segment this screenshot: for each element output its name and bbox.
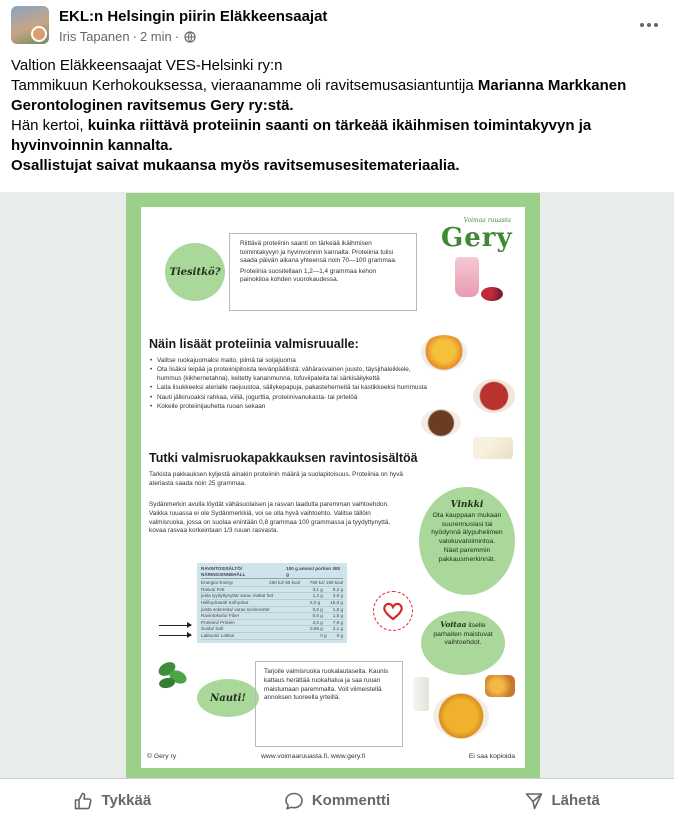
vinkki-bubble: Vinkki Ota kauppaan mukaan suurennuslasi tai hyödynnä älypuhelimen valokuvatoimintoa. Näet paremmin pakkausmerkinnät. (419, 487, 515, 595)
nutrition-table: RAVINTOSISÄLTÖ/ NÄRINGSINNEHÅLL 100 g annos/ portion 300 g Energia/ Energi 260 kJ/ 60 kcal 780 kJ/ 180 kcal Rasva/ Fett 3,1 g 9,2 g josta tyydyttynyttä/ varav mättat fett 1,3 g 3,9 g Hiilihydraatit/ Kolhydrat 5,0 g 15,0 g joista sokereita/ varav sockerarter 0,6 g 1,8 g Ravintokuitu/ Fiber 0,5 g 1,5 g Proteiini/ Protein 2,6 g 7,8 g Suola/ Salt 0,69 g 2,1 g Laktoosi/ Laktos 0 g 0 g (197, 563, 347, 643)
table-row: joista sokereita/ varav sockerarter 0,6 g 1,8 g (201, 606, 343, 612)
post-text-line: Valtion Eläkkeensaajat VES-Helsinki ry:n (11, 57, 283, 74)
post-text-line: Hän kertoi, kuinka riittävä proteiinin saanti on tärkeää ikäihmisen toimintakyvyn ja hyvinvoinnin kannalta. (11, 117, 592, 154)
meta-separator: · (174, 29, 180, 44)
list-item: • Laita lisukkeeksi aterialle raejuustoa, säilykepapuja, pakasteherneitä tai kastikkeeksi hummusta (149, 384, 429, 393)
logo-tagline: Voimaa ruuasta (463, 217, 511, 224)
table-row: Ravintokuitu/ Fiber 0,5 g 1,5 g (201, 613, 343, 619)
table-row: Proteiini/ Protein 2,6 g 7,8 g (201, 619, 343, 625)
post-image[interactable] (0, 192, 674, 778)
send-icon (524, 791, 544, 811)
section-title-nutrition: Tutki valmisruokapakkauksen ravintosisältöä (149, 451, 418, 465)
post-text-line: Gerontologinen ravitsemus Gery ry:stä. (11, 97, 294, 114)
post-header (0, 0, 674, 50)
post-text-line: Tammikuun Kerhokouksessa, vieraanamme oli ravitsemusasiantuntija Marianna Markkanen (11, 77, 627, 94)
milk-glass-image (413, 677, 429, 711)
arrow-icon (159, 635, 191, 636)
sandwich-image (485, 675, 515, 697)
table-row: Suola/ Salt 0,69 g 2,1 g (201, 626, 343, 632)
group-avatar[interactable] (11, 6, 49, 44)
section-title-add-protein: Näin lisäät proteiinia valmisruualle: (149, 337, 359, 351)
post-action-bar (0, 778, 674, 822)
porridge-image (421, 335, 467, 371)
leaflet-copyright: © Gery ry (147, 753, 177, 760)
comment-label: Kommentti (311, 792, 391, 809)
meta-separator: · (132, 29, 137, 44)
tofu-image (473, 437, 513, 459)
thumbs-up-icon (73, 791, 93, 811)
like-button[interactable] (0, 779, 225, 822)
arrow-icon (159, 625, 191, 626)
nauti-bubble: Nauti! (197, 679, 259, 717)
serving-tip-box: Tarjoile valmisruoka ruokalautaselta. Kaunis kattaus herättää ruokahalua ja saa ruuan maistumaan paremmalta. Voit viimeistellä annoksen tuoreella yrteillä. (255, 661, 403, 747)
more-options-button[interactable] (634, 10, 664, 40)
list-item: • Ota lisäksi leipää ja proteiinipitoista leivänpäällistä: vähärasvainen juusto, täysjihaleikkele, hummus (kikhernetahna), keitetty kananmunna, tofuviipaleita tai särkisäilykettä (149, 366, 429, 384)
comment-bubble-icon (284, 791, 304, 811)
voita-bubble: Voitaa itselle parhaiten maistuvat vaihtoehdot. (421, 611, 505, 675)
list-item: • Nauti jälkiruoaksi rahkaa, viiliä, jogurttia, proteiinivanukasta- tai pirtelöä (149, 394, 429, 403)
speaker-name: Marianna Markkanen (477, 77, 627, 94)
group-name-link[interactable]: EKL:n Helsingin piirin Eläkkeensaajat (59, 8, 328, 25)
leaflet-photo (126, 193, 540, 778)
globe-icon (184, 31, 196, 43)
table-row: Hiilihydraatit/ Kolhydrat 5,0 g 15,0 g (201, 599, 343, 605)
author-avatar-badge[interactable] (31, 26, 47, 42)
post-meta (59, 29, 196, 44)
logo-word: Gery (441, 223, 513, 253)
heart-symbol-icon (373, 591, 413, 631)
table-row: Energia/ Energi 260 kJ/ 60 kcal 780 kJ/ 180 kcal (201, 580, 343, 586)
post-text (11, 56, 666, 176)
heart-mark-paragraph: Sydänmerkin avulla löydät vähäsuolaisen ja rasvan laadulta paremman vaihtoehdon. Vaikka ruuassa ei ole Sydänmerkkiä, voi se olla hyvä vaihtoehto. Valitse tällöin valmisruoka, jossa on suolaa enintään 0,8 grammaa 100 grammassa ja tyydyttynyttä, kovaa rasvaa korkeintaan 1/3 ruuan rasvasta. (149, 501, 391, 535)
berries-image (481, 287, 503, 301)
share-button[interactable] (449, 779, 674, 822)
post-text-line: Osallistujat saivat mukaansa myös ravitsemusesitemateriaalia. (11, 157, 460, 174)
share-label: Lähetä (551, 792, 600, 809)
table-row: Laktoosi/ Laktos 0 g 0 g (201, 632, 343, 638)
protein-info-box: Riittävä proteiinin saanti on tärkeää ikäihmisen toimintakyvyn ja hyvinvoinnin kannalta. Proteiinia tulisi saada päivän aikana yhteensä noin 70—100 grammaa. Proteiinia suositellaan 1,2—1,4 grammaa kehon painokiloa kohden vuorokaudessa. (229, 233, 417, 311)
more-options-icon (640, 23, 644, 27)
tiesitko-bubble: Tiesitkö? (165, 243, 225, 301)
leaflet-no-copy: Ei saa kopioida (468, 753, 515, 760)
author-name-link[interactable]: Iris Tapanen (59, 29, 130, 44)
smoothie-image (455, 257, 479, 297)
beans-image (473, 379, 515, 413)
pudding-image (421, 409, 461, 437)
comment-button[interactable] (225, 779, 450, 822)
post-time-link[interactable]: 2 min (139, 29, 172, 44)
table-row: josta tyydyttynyttä/ varav mättat fett 1,3 g 3,9 g (201, 593, 343, 599)
nutrition-paragraph: Tarkista pakkauksen kyljestä ainakin proteiinin määrä ja suolapitoisuus. Proteiinia on hyvä ateriasta saada noin 25 grammaa. (149, 471, 403, 487)
list-item: • Valitse ruokajuomaksi maito, piimä tai soijajuoma (149, 357, 429, 366)
gery-logo (441, 215, 513, 255)
soup-bowl-image (433, 693, 489, 739)
like-label: Tykkää (101, 792, 152, 809)
table-row: Rasva/ Fett 3,1 g 9,2 g (201, 586, 343, 592)
basil-leaf-icon (155, 657, 189, 693)
leaflet-page (141, 207, 525, 768)
leaflet-urls: www.voimaaruuasta.fi, www.gery.fi (261, 753, 366, 760)
list-item: • Kokeile proteiinijauhetta ruoan sekaan (149, 403, 429, 412)
protein-tips-list (149, 357, 429, 412)
